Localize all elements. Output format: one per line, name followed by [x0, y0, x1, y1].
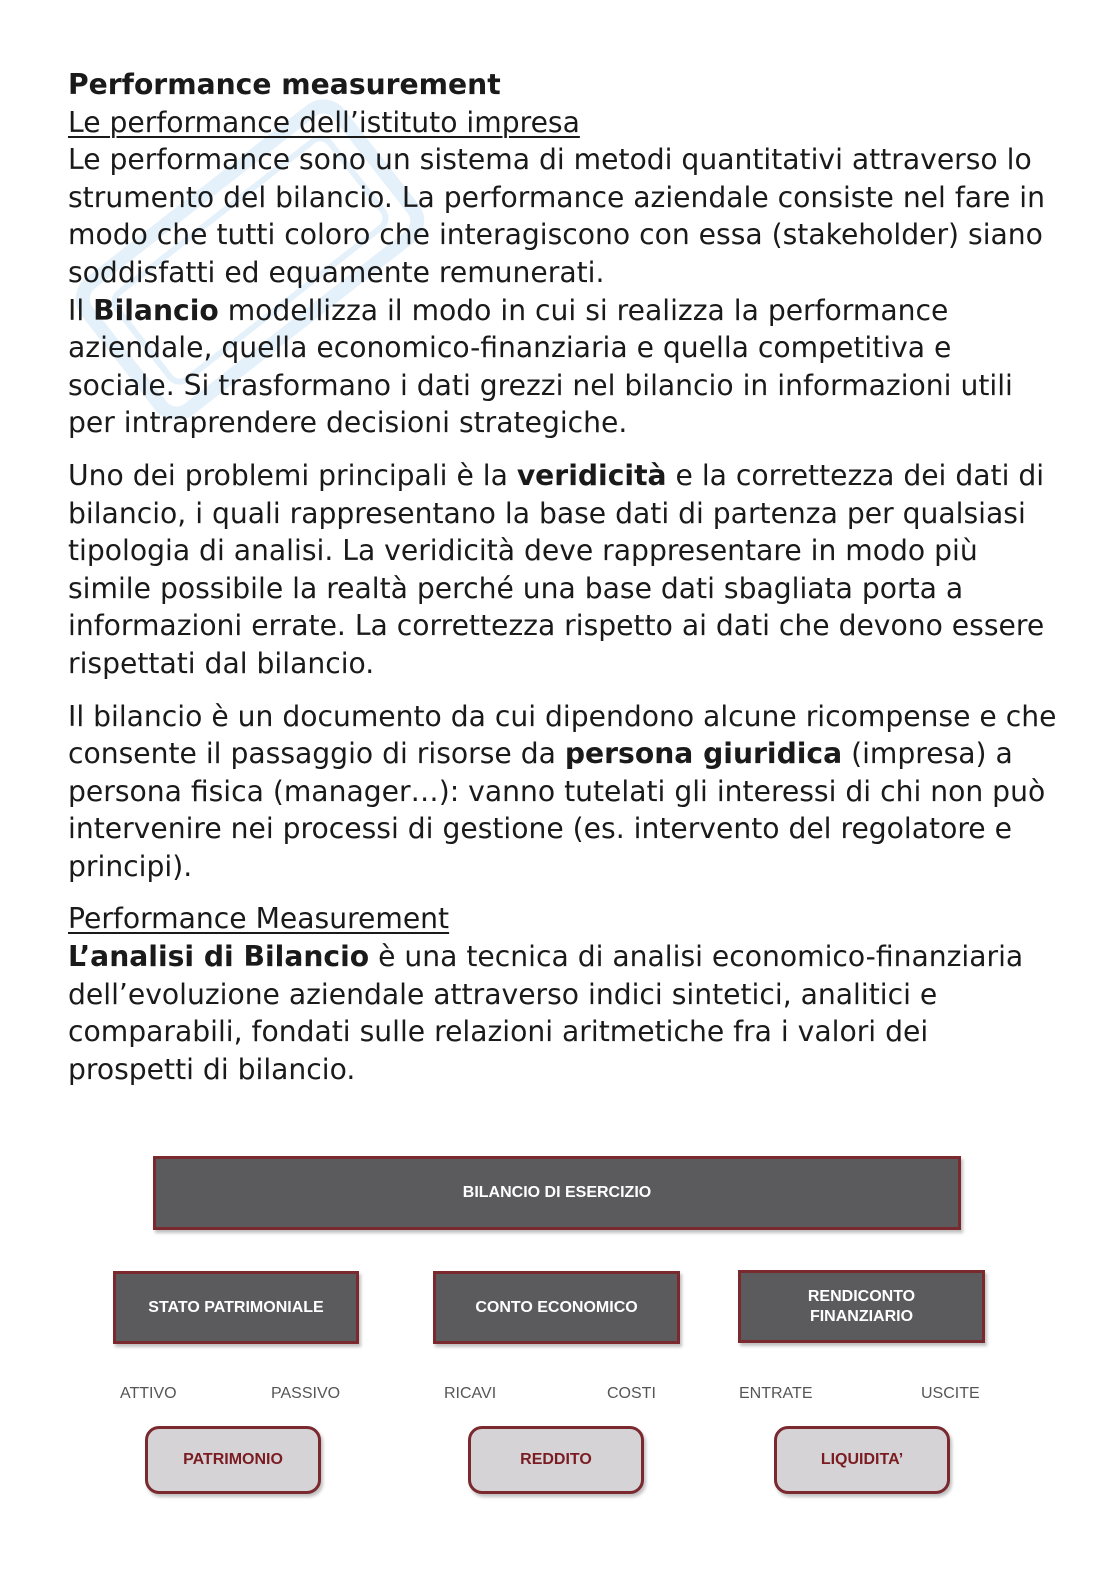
diagram-result-patrimonio: PATRIMONIO [145, 1426, 321, 1494]
diagram-label-entrate: ENTRATE [739, 1385, 813, 1402]
paragraph-intro: Le performance sono un sistema di metodi quantitativi attraverso lo strumento del bilancio. La performance aziendale consiste nel fare in modo che tutti coloro che interagiscono con essa (stakeholder) siano soddisfatti ed equamente remunerati. [68, 143, 1045, 289]
bold-term: persona giuridica [564, 737, 843, 771]
paragraph-veridicita: Uno dei problemi principali è la veridicità e la correttezza dei dati di bilancio, i quali rappresentano la base dati di partenza per qualsiasi tipologia di analisi. La veridicità deve rappresentare in modo più simile possibile la realtà perché una base dati sbagliata porta a informazioni errate. La correttezza rispetto ai dati che devono essere rispettati dal bilancio. [68, 458, 1045, 680]
document-body [68, 66, 1058, 1088]
bold-term: veridicità [516, 458, 667, 492]
paragraph-bilancio: Il Bilancio modellizza il modo in cui si realizza la performance aziendale, quella economico-finanziaria e quella competitiva e sociale. Si trasformano i dati grezzi nel bilancio in informazioni utili per intraprendere decisioni strategiche. [68, 293, 1013, 440]
paragraph-analisi: L’analisi di Bilancio è una tecnica di analisi economico-finanziaria dell’evoluzione aziendale attraverso indici sintetici, analitici e comparabili, fondati sulle relazioni aritmetiche fra i valori dei prospetti di bilancio. [68, 940, 1024, 1086]
diagram-label-attivo: ATTIVO [120, 1385, 177, 1402]
diagram-box-stato-patrimoniale: STATO PATRIMONIALE [113, 1271, 359, 1344]
diagram-result-liquidita: LIQUIDITA’ [774, 1426, 950, 1494]
diagram-result-reddito: REDDITO [468, 1426, 644, 1494]
diagram-top-box: BILANCIO DI ESERCIZIO [153, 1156, 961, 1230]
diagram-label-ricavi: RICAVI [444, 1385, 497, 1402]
diagram-label-uscite: USCITE [921, 1385, 980, 1402]
section-heading: Le performance dell’istituto impresa [68, 105, 580, 139]
document-title: Performance measurement [68, 68, 501, 101]
bold-term: L’analisi di Bilancio [68, 940, 370, 974]
diagram-box-conto-economico: CONTO ECONOMICO [433, 1271, 680, 1344]
diagram-label-costi: COSTI [607, 1385, 656, 1402]
diagram-box-rendiconto-finanziario: RENDICONTO FINANZIARIO [738, 1270, 985, 1343]
diagram-label-passivo: PASSIVO [271, 1385, 341, 1402]
bold-term: Bilancio [93, 293, 219, 327]
section-heading: Performance Measurement [68, 902, 450, 936]
paragraph-ricompense: Il bilancio è un documento da cui dipendono alcune ricompense e che consente il passaggio di risorse da persona giuridica (impresa) a persona fisica (manager…): vanno tutelati gli interessi di chi non può intervenire nei processi di gestione (es. intervento del regolatore e principi). [68, 699, 1057, 883]
